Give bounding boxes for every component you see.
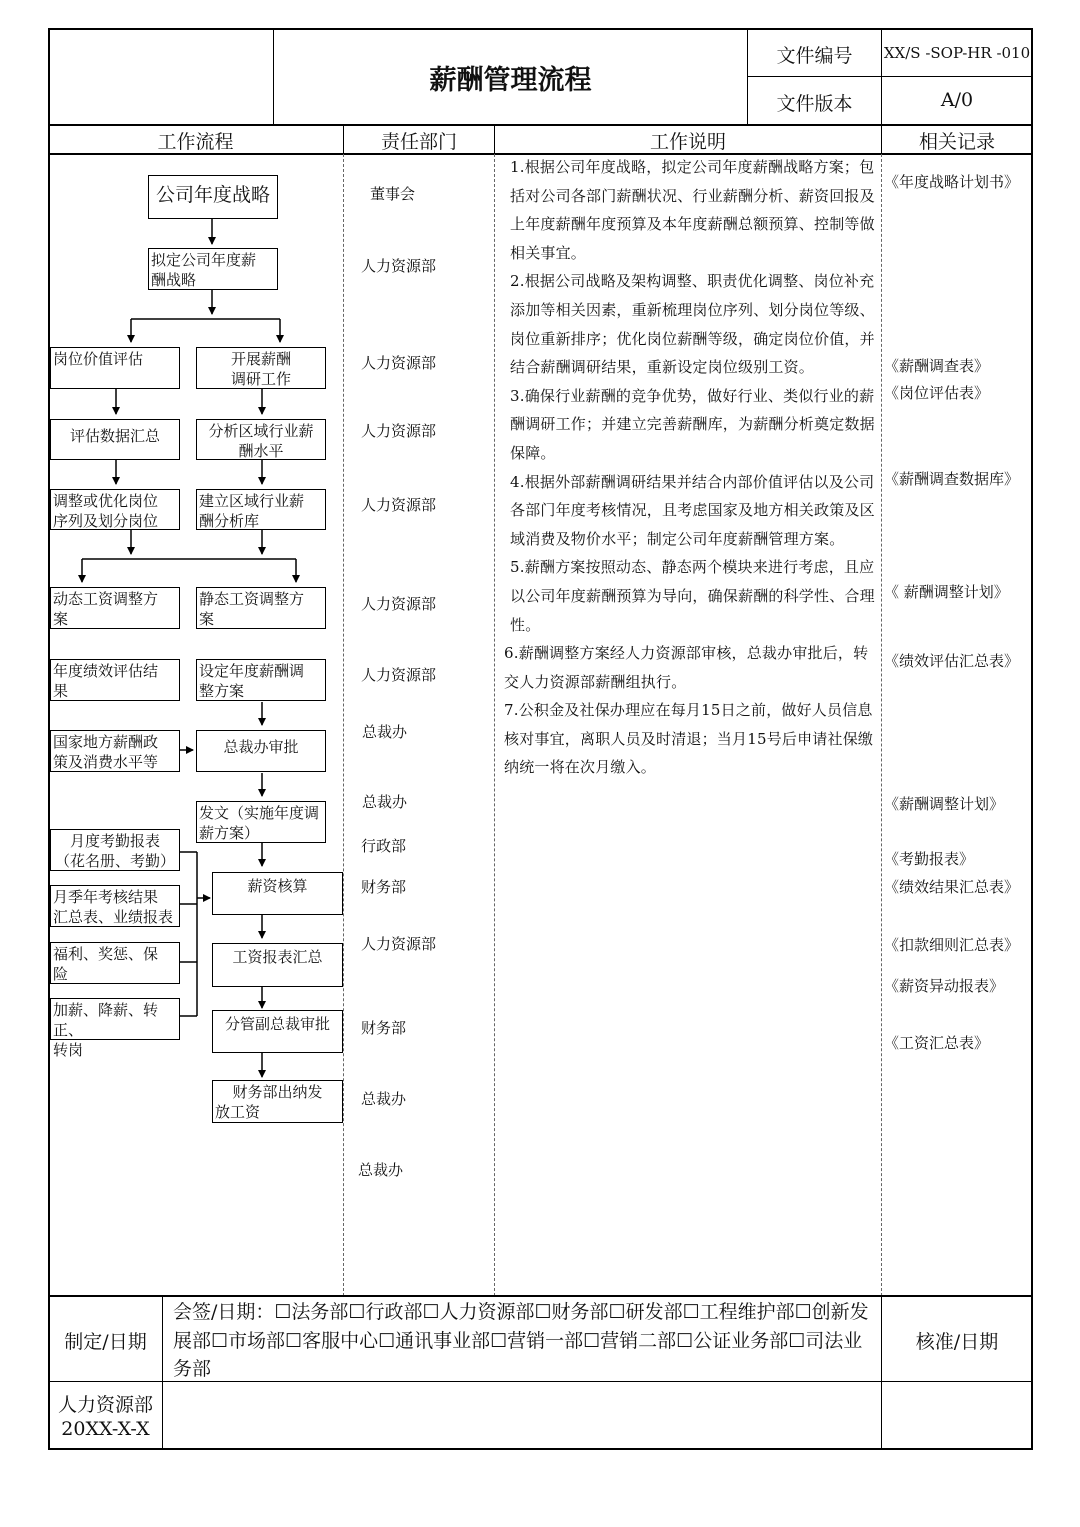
record-item: 《考勤报表》 — [884, 850, 975, 868]
dept-label: 人力资源部 — [361, 257, 437, 275]
doc-number-value: XX/S -SOP-HR -010 — [883, 44, 1031, 62]
doc-version-value: A/0 — [940, 89, 974, 111]
flow-box-welfare: 福利、奖惩、保 险 — [50, 942, 180, 984]
approve-date-label: 核准/日期 — [915, 1331, 999, 1353]
dept-label: 行政部 — [361, 837, 407, 855]
made-date-label: 制定/日期 — [64, 1331, 147, 1353]
flow-box-static-plan: 静态工资调整方 案 — [196, 587, 326, 629]
flow-box-national-policy: 国家地方薪酬政 策及消费水平等 — [50, 730, 180, 772]
flow-box-finance-payout: 财务部出纳发 放工资 — [212, 1080, 343, 1123]
flow-box-job-evaluation: 岗位价值评估 — [50, 347, 180, 389]
flow-box-vp-approval: 分管副总裁审批 — [212, 1010, 343, 1053]
record-item: 《年度战略计划书》 — [884, 173, 1020, 191]
dept-label: 人力资源部 — [361, 422, 437, 440]
record-item: 《薪酬调查表》 — [884, 357, 990, 375]
flow-box-salary-report: 工资报表汇总 — [212, 943, 343, 987]
flow-box-quarterly-results: 月季年考核结果 汇总表、业绩报表 — [50, 885, 180, 927]
dept-label: 人力资源部 — [361, 935, 437, 953]
record-item: 《岗位评估表》 — [884, 384, 990, 402]
desc-item: 7.公积金及社保办理应在每月15日之前，做好人员信息核对事宜，离职人员及时清退；当月15号后申请社保缴纳统一将在次月缴入。 — [504, 701, 874, 777]
flow-box-dynamic-plan: 动态工资调整方 案 — [50, 587, 180, 629]
made-date: 20XX-X-X — [61, 1418, 150, 1440]
col-header-desc: 工作说明 — [649, 131, 726, 153]
record-item: 《扣款细则汇总表》 — [884, 936, 1020, 954]
dept-label: 人力资源部 — [361, 595, 437, 613]
dept-label: 总裁办 — [362, 723, 408, 741]
flow-box-salary-survey: 开展薪酬 调研工作 — [196, 347, 326, 389]
record-item: 《薪酬调整计划》 — [884, 795, 1005, 813]
flow-box-performance-result: 年度绩效评估结 果 — [50, 659, 180, 701]
page-title: 薪酬管理流程 — [429, 65, 592, 96]
flow-box-company-strategy: 公司年度战略 — [148, 175, 278, 219]
flow-box-draft-strategy: 拟定公司年度薪 酬战略 — [148, 248, 278, 290]
dept-label: 董事会 — [370, 185, 416, 203]
col-header-flow: 工作流程 — [157, 131, 234, 153]
flow-box-raise-transfer: 加薪、降薪、转正、 转岗 — [50, 998, 180, 1040]
countersign-text: 会签/日期：☐法务部☐行政部☐人力资源部☐财务部☐研发部☐工程维护部☐创新发展部☐市场部☐客服中心☐通讯事业部☐营销一部☐营销二部☐公证业务部☐司法业务部 — [173, 1301, 869, 1380]
flow-box-analyze-regional: 分析区域行业薪 酬水平 — [196, 419, 326, 460]
flow-box-eval-summary: 评估数据汇总 — [50, 419, 180, 460]
record-item: 《薪酬调查数据库》 — [884, 470, 1020, 488]
desc-item: 5.薪酬方案按照动态、静态两个模块来进行考虑，且应以公司年度薪酬预算为导向，确保薪酬的科学性、合理性。 — [510, 558, 875, 634]
dept-label: 财务部 — [361, 1019, 407, 1037]
work-description — [504, 153, 882, 782]
doc-version-label: 文件版本 — [776, 93, 853, 115]
dept-label: 总裁办 — [362, 793, 408, 811]
col-header-records: 相关记录 — [918, 131, 995, 153]
record-item: 《 薪酬调整计划》 — [884, 583, 1009, 601]
made-dept: 人力资源部 — [57, 1394, 153, 1416]
flow-box-president-approval: 总裁办审批 — [196, 730, 326, 772]
desc-item: 4.根据外部薪酬调研结果并结合内部价值评估以及公司各部门年度考核情况，且考虑国家及地方相关政策及区域消费及物价水平；制定公司年度薪酬管理方案。 — [510, 472, 875, 548]
dept-label: 人力资源部 — [361, 496, 437, 514]
record-item: 《绩效结果汇总表》 — [884, 878, 1020, 896]
dept-label: 财务部 — [361, 878, 407, 896]
flow-box-salary-library: 建立区域行业薪 酬分析库 — [196, 489, 326, 530]
dept-label: 人力资源部 — [361, 354, 437, 372]
flow-box-issue-document: 发文（实施年度调 薪方案） — [196, 801, 326, 843]
flow-box-attendance-report: 月度考勤报表 （花名册、考勤） — [50, 829, 180, 871]
desc-item: 1.根据公司年度战略，拟定公司年度薪酬战略方案；包括对公司各部门薪酬状况、行业薪酬分析、薪资回报及上年度薪酬年度预算及本年度薪酬总额预算、控制等做相关事宜。 — [510, 158, 875, 262]
dept-label: 总裁办 — [361, 1090, 407, 1108]
dept-label: 人力资源部 — [361, 666, 437, 684]
desc-item: 2.根据公司战略及架构调整、职责优化调整、岗位补充添加等相关因素，重新梳理岗位序列、划分岗位等级、岗位重新排序；优化岗位薪酬等级，确定岗位价值，并结合薪酬调研结果，重新设定岗位级别工资。 — [510, 272, 875, 377]
col-header-dept: 责任部门 — [380, 131, 457, 153]
flow-box-set-adjust-plan: 设定年度薪酬调 整方案 — [196, 659, 326, 701]
record-item: 《薪资异动报表》 — [884, 977, 1005, 995]
dept-label: 总裁办 — [358, 1161, 404, 1179]
record-item: 《工资汇总表》 — [884, 1034, 990, 1052]
desc-item: 3.确保行业薪酬的竞争优势，做好行业、类似行业的薪酬调研工作；并建立完善薪酬库，为薪酬分析奠定数据保障。 — [510, 386, 875, 462]
flow-box-adjust-positions: 调整或优化岗位 序列及划分岗位 — [50, 489, 180, 530]
flow-box-salary-calc: 薪资核算 — [212, 872, 343, 915]
desc-item: 6.薪酬调整方案经人力资源部审核，总裁办审批后，转交人力资源部薪酬组执行。 — [504, 644, 869, 691]
doc-number-label: 文件编号 — [776, 45, 853, 67]
record-item: 《绩效评估汇总表》 — [884, 652, 1020, 670]
